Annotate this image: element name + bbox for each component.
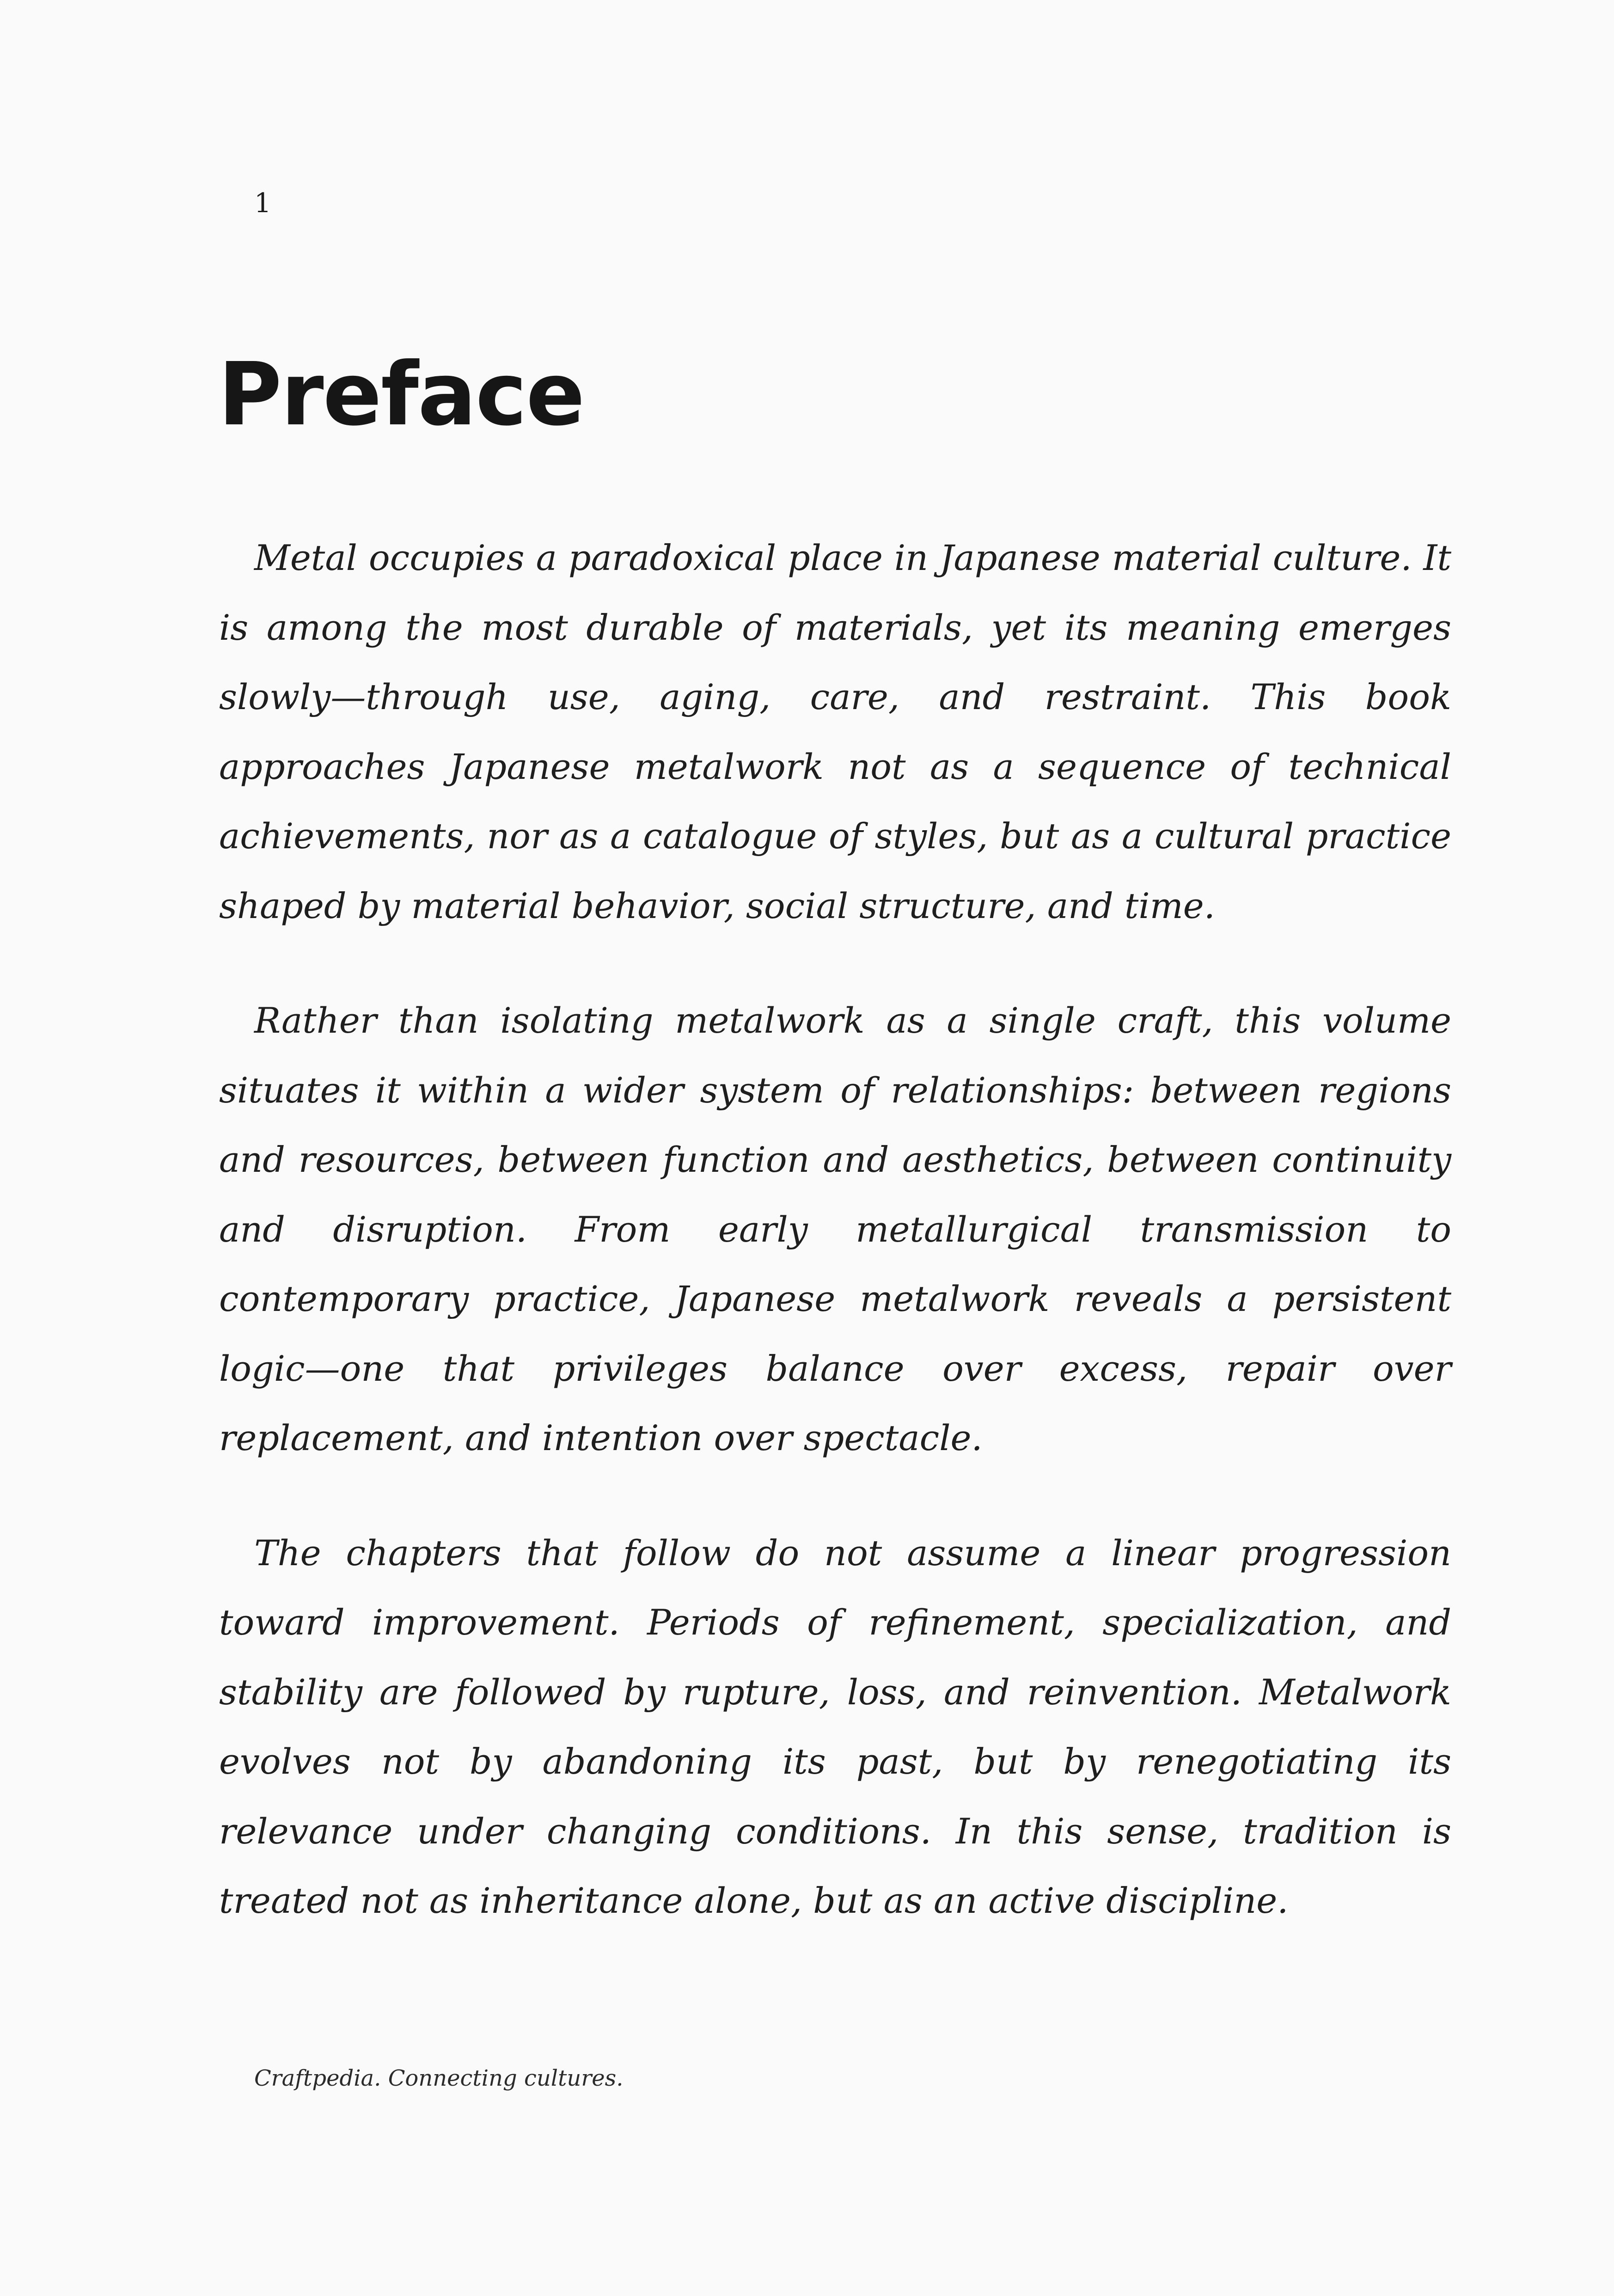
paragraph-3: The chapters that follow do not assume a linear progression toward improvement. Periods of refinement, specialization, and stability are followed by rupture, loss, and reinvention. Metalwork evolves not by abandoning its past, but by renegotiating its relevance under changing conditions. In this sense, tradition is treated not as inheritance alone, but as an active discipline.	[219, 1532, 1451, 1921]
page-number: 1	[254, 187, 271, 219]
page-title: Preface	[218, 344, 584, 445]
paragraph-1: Metal occupies a paradoxical place in Japanese material culture. It is among the most durable of materials, yet its meaning emerges slowly—through use, aging, care, and restraint. This book approaches Japanese metalwork not as a sequence of technical achievements, nor as a catalogue of styles, but as a cultural practice shaped by material behavior, social structure, and time.	[219, 537, 1451, 926]
paragraph-2: Rather than isolating metalwork as a single craft, this volume situates it within a wider system of relationships: between regions and resources, between function and aesthetics, between continuity and disruption. From early metallurgical transmission to contemporary practice, Japanese metalwork reveals a persistent logic—one that privileges balance over excess, repair over replacement, and intention over spectacle.	[219, 1000, 1451, 1458]
body-text	[219, 523, 1451, 1981]
page-footer: Craftpedia. Connecting cultures.	[254, 2065, 624, 2091]
